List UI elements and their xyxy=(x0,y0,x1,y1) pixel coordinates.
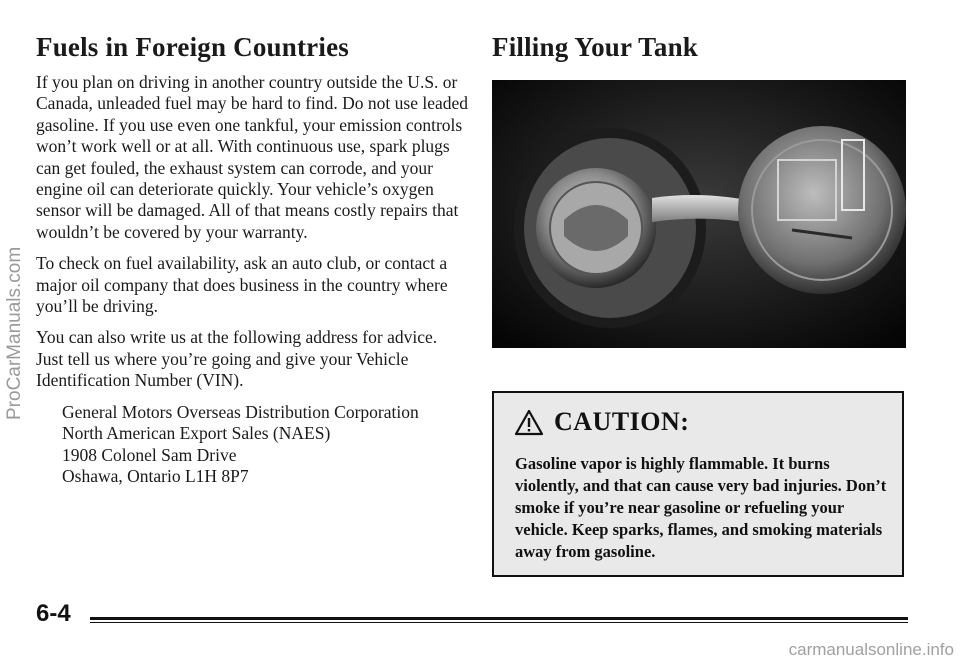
address-line-street: 1908 Colonel Sam Drive xyxy=(62,444,237,465)
paragraph-write-us: You can also write us at the following address for advice. Just tell us where you’re going and give your Vehicle Identification Number (VIN). xyxy=(36,327,438,391)
body-text-block xyxy=(36,72,468,402)
caution-box xyxy=(492,391,904,577)
page-number: 6-4 xyxy=(36,600,71,627)
paragraph-fuel-availability: To check on fuel availability, ask an auto club, or contact a major oil company that does business in the country where you’ll be driving. xyxy=(36,253,448,317)
mailing-address xyxy=(62,402,419,488)
footer-rule-thin xyxy=(90,622,908,623)
caution-header xyxy=(514,407,689,437)
bottom-watermark: carmanualsonline.info xyxy=(788,640,954,659)
address-line-city: Oshawa, Ontario L1H 8P7 xyxy=(62,466,249,487)
footer-rule-thick xyxy=(90,617,908,620)
side-watermark-text: ProCarManuals.com xyxy=(4,246,25,420)
section-title-fuels-foreign: Fuels in Foreign Countries xyxy=(36,32,349,62)
address-line-division: North American Export Sales (NAES) xyxy=(62,423,331,444)
caution-text: Gasoline vapor is highly flammable. It burns violently, and that can cause very bad injuries. Don’t smoke if you’re near gasoline or refueling your vehicle. Keep sparks, flames, and smoking materials away from gasoline. xyxy=(515,454,887,561)
warning-triangle-icon xyxy=(514,409,544,436)
caution-title: CAUTION: xyxy=(554,407,690,436)
address-line-company: General Motors Overseas Distribution Corporation xyxy=(62,402,419,422)
section-title-filling-tank: Filling Your Tank xyxy=(492,32,699,62)
paragraph-leaded-fuel: If you plan on driving in another country outside the U.S. or Canada, unleaded fuel may be hard to find. Do not use leaded gasoline. If you use even one tankful, your emission controls won’t work well or at all. With continuous use, spark plugs can get fouled, the exhaust system can corrode, and your engine oil can deteriorate quickly. Your vehicle’s oxygen sensor will be damaged. All of that means costly repairs that wouldn’t be covered by your warranty. xyxy=(36,72,469,242)
fuel-filler-door-photo xyxy=(492,80,906,348)
